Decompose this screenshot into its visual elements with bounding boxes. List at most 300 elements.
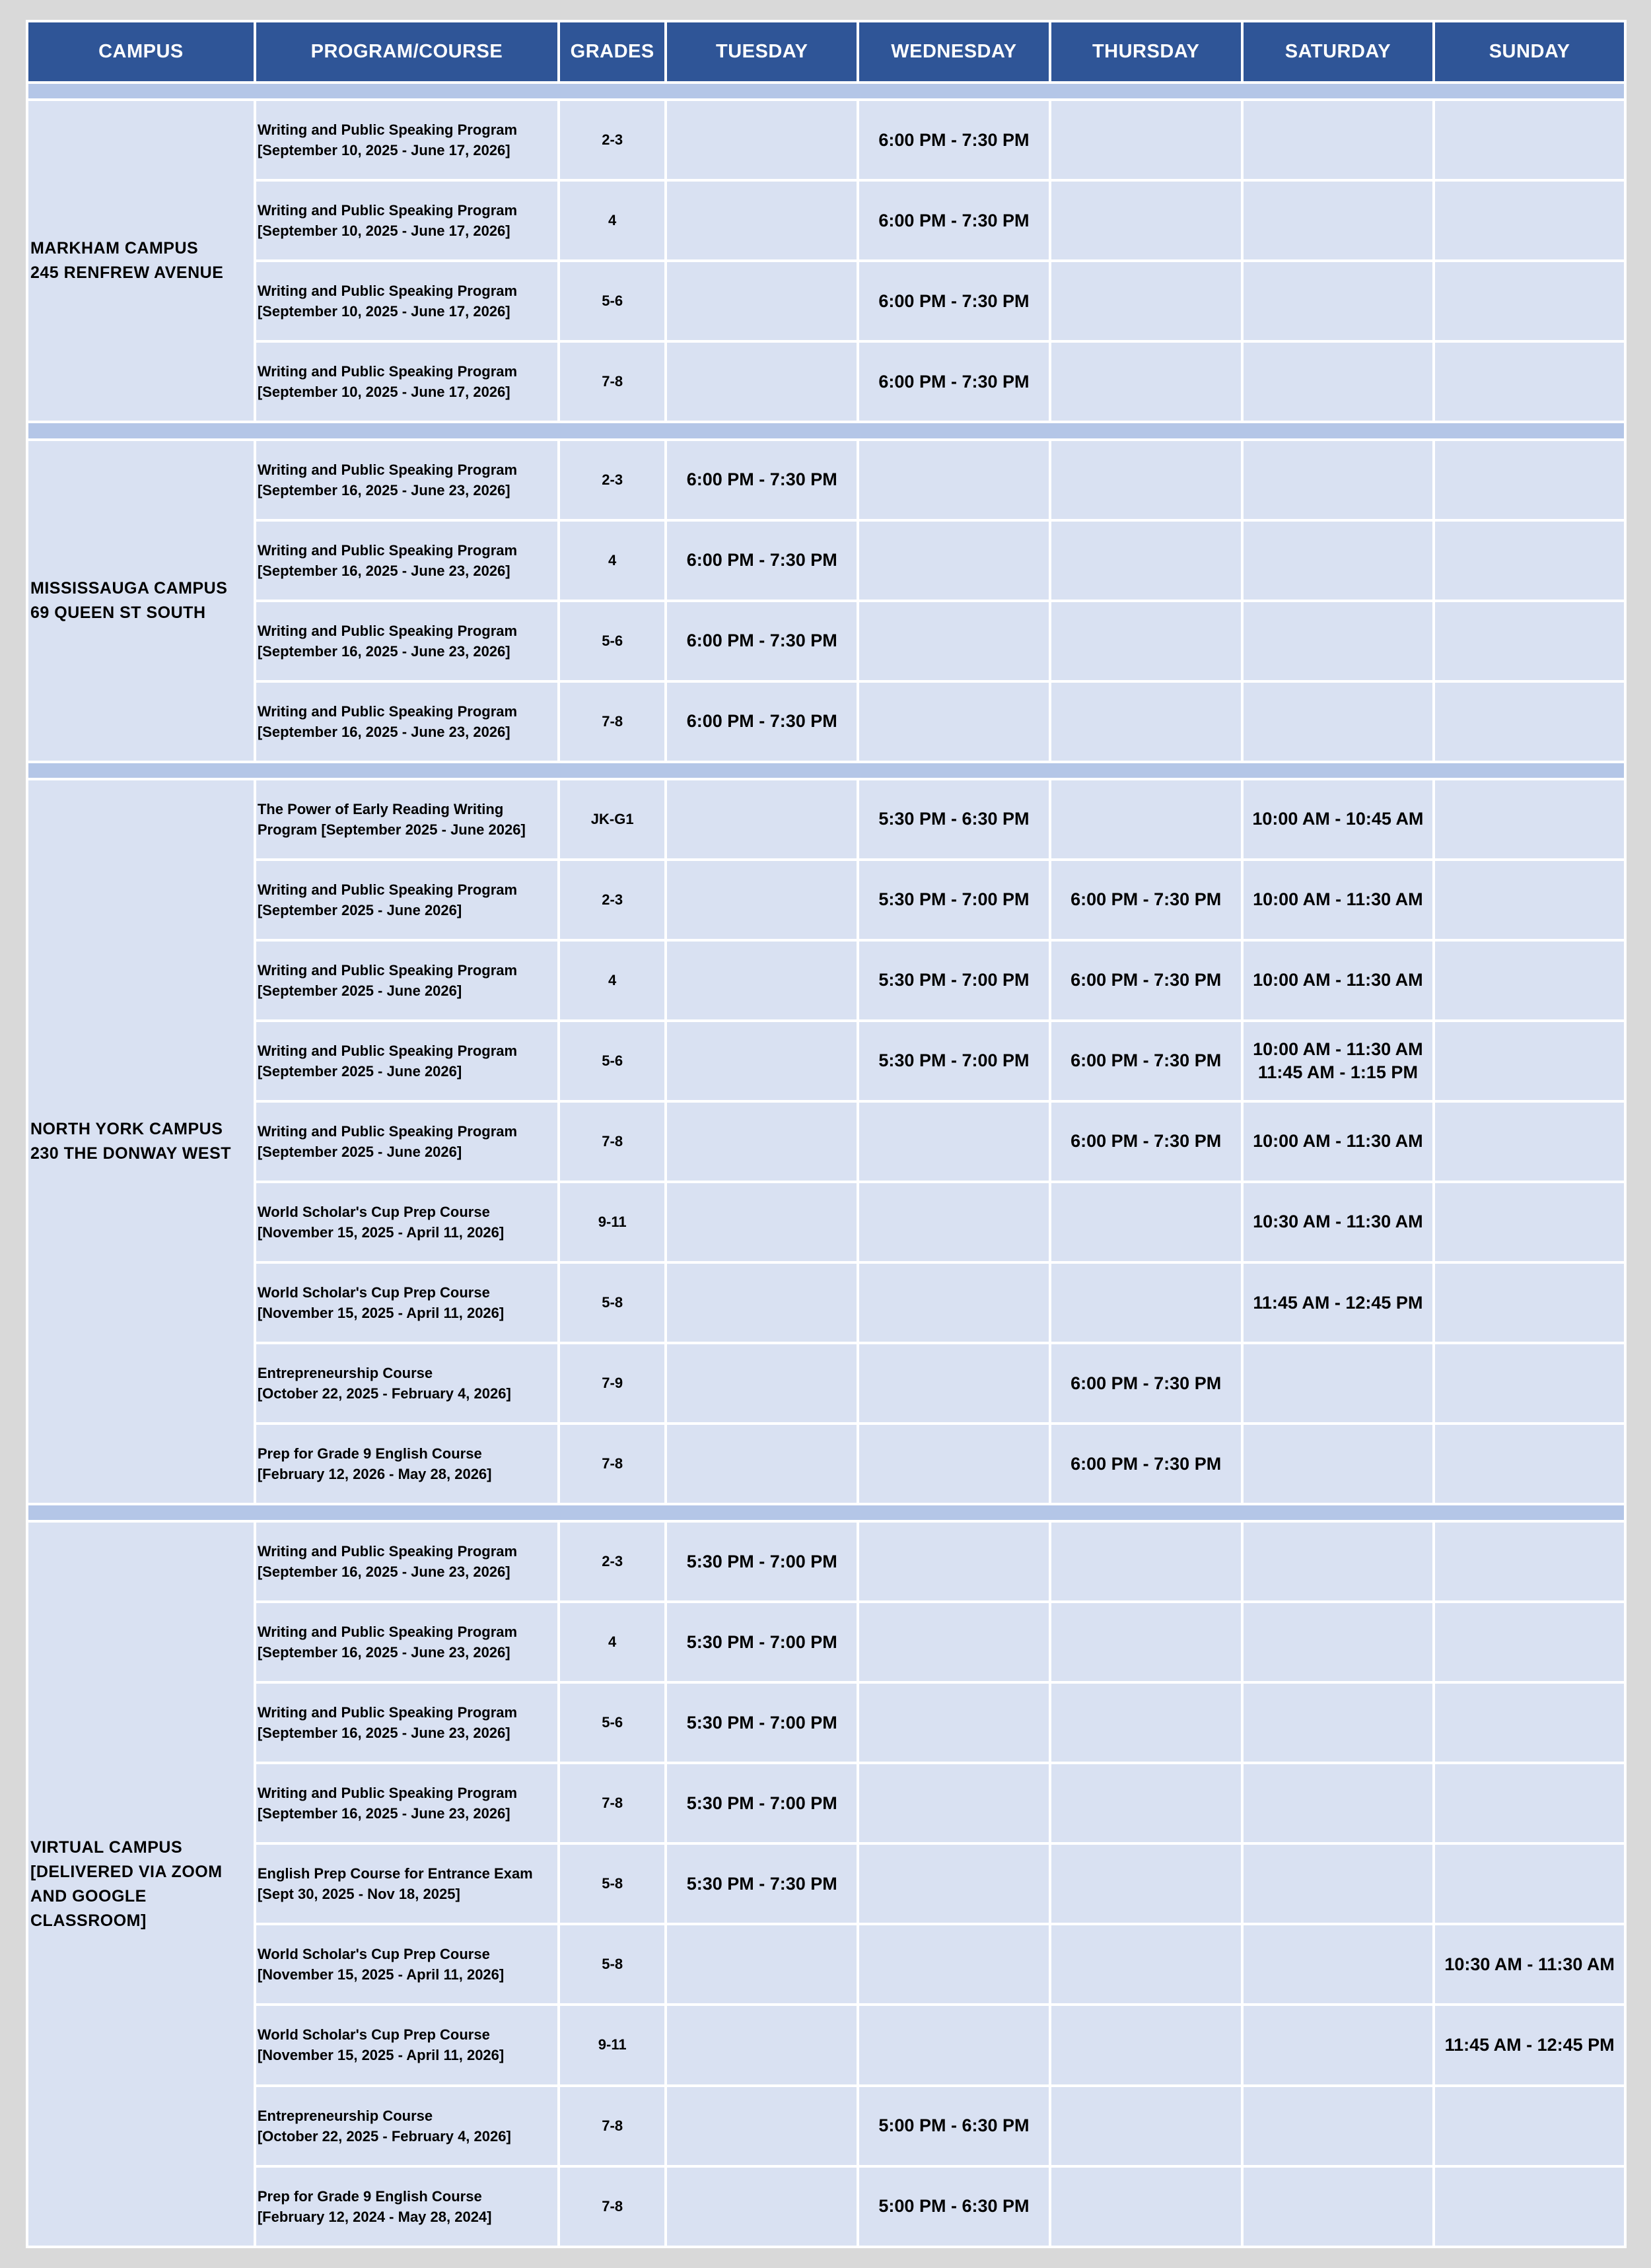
time-slot: 10:30 AM - 11:30 AM (1253, 1212, 1423, 1232)
program-line: [September 16, 2025 - June 23, 2026] (257, 1564, 510, 1581)
saturday-time-cell (1244, 1845, 1433, 1923)
time-slot: 6:00 PM - 7:30 PM (878, 371, 1030, 392)
grades-cell: 2-3 (560, 441, 664, 519)
thursday-time-cell (1051, 343, 1241, 421)
program-line: [September 16, 2025 - June 23, 2026] (257, 1644, 510, 1661)
tuesday-time-cell (667, 1925, 857, 2003)
time-slot: 6:00 PM - 7:30 PM (878, 210, 1030, 230)
sunday-time-cell (1435, 1523, 1624, 1600)
wednesday-time-cell (859, 861, 1049, 939)
saturday-time-cell (1244, 2087, 1433, 2165)
wednesday-time-cell (859, 1684, 1049, 1762)
time-slot: 5:30 PM - 7:00 PM (686, 1712, 837, 1733)
campus-name-line: MARKHAM CAMPUS (30, 239, 199, 258)
thursday-time-cell (1051, 1425, 1241, 1503)
program-line: Prep for Grade 9 English Course (257, 2187, 482, 2205)
separator-cell (28, 763, 1624, 778)
program-cell (256, 1523, 557, 1600)
time-slot: 5:30 PM - 7:00 PM (878, 1050, 1030, 1071)
schedule-row (28, 1603, 1624, 1681)
schedule-row (28, 1425, 1624, 1503)
schedule-row (28, 2168, 1624, 2246)
campus-separator (28, 763, 1624, 778)
header-wednesday: WEDNESDAY (859, 22, 1049, 81)
program-line: [September 2025 - June 2026] (257, 1062, 462, 1080)
tuesday-time-cell (667, 1523, 857, 1600)
saturday-time-cell (1244, 182, 1433, 259)
thursday-time-cell (1051, 1845, 1241, 1923)
tuesday-time-cell (667, 942, 857, 1019)
program-line: [September 16, 2025 - June 23, 2026] (257, 481, 510, 498)
wednesday-time-cell (859, 522, 1049, 600)
program-line: Writing and Public Speaking Program (257, 121, 518, 139)
program-cell (256, 2087, 557, 2165)
sunday-time-cell (1435, 1925, 1624, 2003)
sunday-time-cell (1435, 182, 1624, 259)
tuesday-time-cell (667, 441, 857, 519)
thursday-time-cell (1051, 861, 1241, 939)
wednesday-time-cell (859, 1425, 1049, 1503)
sunday-time-cell (1435, 1425, 1624, 1503)
time-slot: 5:30 PM - 7:00 PM (686, 1551, 837, 1571)
wednesday-time-cell (859, 1103, 1049, 1181)
saturday-time-cell (1244, 1264, 1433, 1342)
grades-cell: 7-9 (560, 1344, 664, 1422)
grades-cell: 5-8 (560, 1845, 664, 1923)
time-slot: 10:00 AM - 11:30 AM (1253, 1131, 1423, 1151)
campus-name-line: 69 QUEEN ST SOUTH (30, 603, 206, 622)
tuesday-time-cell (667, 2006, 857, 2084)
tuesday-time-cell (667, 861, 857, 939)
thursday-time-cell (1051, 780, 1241, 858)
grades-cell: 9-11 (560, 1183, 664, 1261)
saturday-time-cell (1244, 942, 1433, 1019)
wednesday-time-cell (859, 1022, 1049, 1100)
tuesday-time-cell (667, 262, 857, 340)
tuesday-time-cell (667, 683, 857, 761)
tuesday-time-cell (667, 1603, 857, 1681)
program-line: Program [September 2025 - June 2026] (257, 821, 526, 838)
program-line: Writing and Public Speaking Program (257, 202, 518, 219)
schedule-row (28, 1523, 1624, 1600)
saturday-time-cell (1244, 1103, 1433, 1181)
program-cell (256, 101, 557, 179)
program-line: [February 12, 2026 - May 28, 2026] (257, 1466, 492, 1483)
grades-cell: 5-6 (560, 262, 664, 340)
program-line: Writing and Public Speaking Program (257, 461, 518, 478)
thursday-time-cell (1051, 182, 1241, 259)
thursday-time-cell (1051, 942, 1241, 1019)
program-line: Writing and Public Speaking Program (257, 622, 518, 639)
program-line: The Power of Early Reading Writing (257, 800, 504, 817)
program-line: World Scholar's Cup Prep Course (257, 1203, 490, 1220)
time-slot: 5:30 PM - 7:00 PM (686, 1793, 837, 1813)
wednesday-time-cell (859, 1603, 1049, 1681)
campus-name-line: 230 THE DONWAY WEST (30, 1144, 232, 1163)
saturday-time-cell (1244, 101, 1433, 179)
schedule-row (28, 1183, 1624, 1261)
wednesday-time-cell (859, 2087, 1049, 2165)
campus-name-line: VIRTUAL CAMPUS (30, 1838, 183, 1857)
tuesday-time-cell (667, 2087, 857, 2165)
program-cell (256, 1183, 557, 1261)
separator-cell (28, 1505, 1624, 1520)
sunday-time-cell (1435, 1183, 1624, 1261)
header-sunday: SUNDAY (1435, 22, 1624, 81)
program-cell (256, 861, 557, 939)
program-line: Writing and Public Speaking Program (257, 283, 518, 300)
program-line: Writing and Public Speaking Program (257, 1122, 518, 1140)
sunday-time-cell (1435, 2006, 1624, 2084)
thursday-time-cell (1051, 2168, 1241, 2246)
thursday-time-cell (1051, 683, 1241, 761)
time-slot: 6:00 PM - 7:30 PM (686, 550, 837, 570)
thursday-time-cell (1051, 1764, 1241, 1842)
time-slot: 5:30 PM - 7:00 PM (878, 970, 1030, 990)
time-slot: 5:30 PM - 6:30 PM (878, 809, 1030, 829)
tuesday-time-cell (667, 1845, 857, 1923)
sunday-time-cell (1435, 1103, 1624, 1181)
sunday-time-cell (1435, 2168, 1624, 2246)
program-cell (256, 1684, 557, 1762)
sunday-time-cell (1435, 1764, 1624, 1842)
program-line: [October 22, 2025 - February 4, 2026] (257, 2127, 511, 2145)
grades-cell: 7-8 (560, 2168, 664, 2246)
schedule-row (28, 942, 1624, 1019)
wednesday-time-cell (859, 1845, 1049, 1923)
time-slot: 10:00 AM - 10:45 AM (1252, 809, 1424, 829)
campus-name-line: [DELIVERED VIA ZOOM (30, 1862, 223, 1881)
program-line: World Scholar's Cup Prep Course (257, 2026, 490, 2044)
saturday-time-cell (1244, 1344, 1433, 1422)
header-tuesday: TUESDAY (667, 22, 857, 81)
program-line: Writing and Public Speaking Program (257, 881, 518, 898)
program-line: [September 10, 2025 - June 17, 2026] (257, 303, 510, 320)
thursday-time-cell (1051, 1022, 1241, 1100)
program-cell (256, 262, 557, 340)
tuesday-time-cell (667, 1344, 857, 1422)
grades-cell: 2-3 (560, 1523, 664, 1600)
program-cell (256, 1103, 557, 1181)
grades-cell: 7-8 (560, 343, 664, 421)
header-saturday: SATURDAY (1244, 22, 1433, 81)
grades-cell: 2-3 (560, 101, 664, 179)
program-cell (256, 343, 557, 421)
program-cell (256, 441, 557, 519)
program-cell (256, 1845, 557, 1923)
saturday-time-cell (1244, 1764, 1433, 1842)
time-slot: 11:45 AM - 12:45 PM (1444, 2034, 1615, 2055)
sunday-time-cell (1435, 1845, 1624, 1923)
thursday-time-cell (1051, 262, 1241, 340)
thursday-time-cell (1051, 1523, 1241, 1600)
thursday-time-cell (1051, 1183, 1241, 1261)
program-line: Writing and Public Speaking Program (257, 1785, 518, 1802)
program-line: Writing and Public Speaking Program (257, 961, 518, 979)
schedule-row (28, 1845, 1624, 1923)
campus-name-line: AND GOOGLE (30, 1886, 147, 1906)
saturday-time-cell (1244, 1684, 1433, 1762)
program-line: Writing and Public Speaking Program (257, 1543, 518, 1560)
campus-name-line: NORTH YORK CAMPUS (30, 1119, 223, 1138)
time-slot: 5:30 PM - 7:00 PM (686, 1632, 837, 1652)
program-line: Writing and Public Speaking Program (257, 1704, 518, 1721)
program-line: World Scholar's Cup Prep Course (257, 1284, 490, 1301)
time-slot: 6:00 PM - 7:30 PM (1071, 1373, 1222, 1393)
wednesday-time-cell (859, 262, 1049, 340)
time-slot: 10:00 AM - 11:30 AM (1253, 1039, 1423, 1059)
schedule-row (28, 262, 1624, 340)
program-line: [February 12, 2024 - May 28, 2024] (257, 2208, 492, 2225)
wednesday-time-cell (859, 942, 1049, 1019)
program-line: [September 16, 2025 - June 23, 2026] (257, 1725, 510, 1742)
schedule-row (28, 343, 1624, 421)
program-line: [September 2025 - June 2026] (257, 1143, 462, 1160)
time-slot: 6:00 PM - 7:30 PM (686, 711, 837, 732)
sunday-time-cell (1435, 2087, 1624, 2165)
thursday-time-cell (1051, 441, 1241, 519)
program-line: [September 2025 - June 2026] (257, 982, 462, 999)
thursday-time-cell (1051, 602, 1241, 680)
tuesday-time-cell (667, 1764, 857, 1842)
tuesday-time-cell (667, 602, 857, 680)
thursday-time-cell (1051, 1344, 1241, 1422)
program-line: [September 16, 2025 - June 23, 2026] (257, 562, 510, 579)
program-cell (256, 1603, 557, 1681)
time-slot: 6:00 PM - 7:30 PM (878, 291, 1030, 311)
schedule-row (28, 1764, 1624, 1842)
wednesday-time-cell (859, 683, 1049, 761)
time-slot: 6:00 PM - 7:30 PM (686, 469, 837, 490)
grades-cell: 4 (560, 942, 664, 1019)
schedule-row (28, 101, 1624, 179)
separator-cell (28, 84, 1624, 98)
schedule-row (28, 182, 1624, 259)
schedule-row (28, 1344, 1624, 1422)
wednesday-time-cell (859, 1764, 1049, 1842)
wednesday-time-cell (859, 780, 1049, 858)
time-slot: 6:00 PM - 7:30 PM (686, 631, 837, 651)
campus-separator (28, 84, 1624, 98)
time-slot: 6:00 PM - 7:30 PM (878, 129, 1030, 150)
tuesday-time-cell (667, 1022, 857, 1100)
tuesday-time-cell (667, 1183, 857, 1261)
sunday-time-cell (1435, 101, 1624, 179)
sunday-time-cell (1435, 861, 1624, 939)
program-cell (256, 1764, 557, 1842)
thursday-time-cell (1051, 1603, 1241, 1681)
schedule-row (28, 683, 1624, 761)
sunday-time-cell (1435, 1264, 1624, 1342)
program-cell (256, 2168, 557, 2246)
program-line: [September 10, 2025 - June 17, 2026] (257, 384, 510, 401)
tuesday-time-cell (667, 1264, 857, 1342)
thursday-time-cell (1051, 101, 1241, 179)
time-slot: 5:00 PM - 6:30 PM (878, 2196, 1030, 2216)
schedule-table (26, 20, 1627, 2248)
saturday-time-cell (1244, 522, 1433, 600)
schedule-row (28, 1684, 1624, 1762)
tuesday-time-cell (667, 522, 857, 600)
program-cell (256, 942, 557, 1019)
sunday-time-cell (1435, 942, 1624, 1019)
program-cell (256, 1925, 557, 2003)
sunday-time-cell (1435, 1344, 1624, 1422)
schedule-row (28, 1264, 1624, 1342)
wednesday-time-cell (859, 101, 1049, 179)
sunday-time-cell (1435, 522, 1624, 600)
tuesday-time-cell (667, 343, 857, 421)
program-line: [September 10, 2025 - June 17, 2026] (257, 142, 510, 159)
saturday-time-cell (1244, 2006, 1433, 2084)
schedule-row (28, 2006, 1624, 2084)
program-cell (256, 2006, 557, 2084)
saturday-time-cell (1244, 343, 1433, 421)
thursday-time-cell (1051, 2087, 1241, 2165)
sunday-time-cell (1435, 683, 1624, 761)
campus-name-line: MISSISSAUGA CAMPUS (30, 578, 228, 598)
program-line: Entrepreneurship Course (257, 1365, 433, 1382)
schedule-row (28, 522, 1624, 600)
thursday-time-cell (1051, 1264, 1241, 1342)
program-line: [November 15, 2025 - April 11, 2026] (257, 1223, 505, 1241)
wednesday-time-cell (859, 1523, 1049, 1600)
program-cell (256, 602, 557, 680)
program-cell (256, 780, 557, 858)
time-slot: 11:45 AM - 12:45 PM (1253, 1292, 1423, 1313)
time-slot: 6:00 PM - 7:30 PM (1071, 970, 1222, 990)
schedule-row (28, 441, 1624, 519)
program-line: Writing and Public Speaking Program (257, 1042, 518, 1059)
grades-cell: 5-6 (560, 1022, 664, 1100)
separator-cell (28, 423, 1624, 438)
program-cell (256, 522, 557, 600)
saturday-time-cell (1244, 1603, 1433, 1681)
wednesday-time-cell (859, 1925, 1049, 2003)
program-line: Prep for Grade 9 English Course (257, 1445, 482, 1462)
tuesday-time-cell (667, 780, 857, 858)
schedule-sheet (26, 20, 1627, 2248)
saturday-time-cell (1244, 683, 1433, 761)
grades-cell: 5-8 (560, 1925, 664, 2003)
program-cell (256, 1344, 557, 1422)
saturday-time-cell (1244, 861, 1433, 939)
schedule-row (28, 1103, 1624, 1181)
tuesday-time-cell (667, 2168, 857, 2246)
saturday-time-cell (1244, 2168, 1433, 2246)
grades-cell: 7-8 (560, 1103, 664, 1181)
time-slot: 11:45 AM - 1:15 PM (1257, 1062, 1418, 1082)
tuesday-time-cell (667, 101, 857, 179)
campus-cell (28, 101, 254, 421)
program-line: [September 2025 - June 2026] (257, 901, 462, 918)
program-line: [September 10, 2025 - June 17, 2026] (257, 223, 510, 240)
thursday-time-cell (1051, 1103, 1241, 1181)
program-line: [September 16, 2025 - June 23, 2026] (257, 642, 510, 660)
schedule-body (28, 84, 1624, 2246)
program-line: Writing and Public Speaking Program (257, 703, 518, 720)
time-slot: 10:00 AM - 11:30 AM (1253, 970, 1423, 990)
campus-name-line: 245 RENFREW AVENUE (30, 263, 224, 283)
grades-cell: 4 (560, 182, 664, 259)
thursday-time-cell (1051, 1925, 1241, 2003)
sunday-time-cell (1435, 602, 1624, 680)
saturday-time-cell (1244, 1925, 1433, 2003)
program-line: [November 15, 2025 - April 11, 2026] (257, 1966, 505, 1983)
saturday-time-cell (1244, 1183, 1433, 1261)
time-slot: 6:00 PM - 7:30 PM (1071, 1050, 1222, 1071)
schedule-row (28, 1925, 1624, 2003)
sunday-time-cell (1435, 1603, 1624, 1681)
saturday-time-cell (1244, 1523, 1433, 1600)
tuesday-time-cell (667, 1425, 857, 1503)
program-line: [November 15, 2025 - April 11, 2026] (257, 1305, 505, 1322)
schedule-row (28, 1022, 1624, 1100)
time-slot: 6:00 PM - 7:30 PM (1071, 1453, 1222, 1474)
sunday-time-cell (1435, 262, 1624, 340)
program-line: Entrepreneurship Course (257, 2107, 433, 2124)
program-cell (256, 182, 557, 259)
grades-cell: 2-3 (560, 861, 664, 939)
schedule-row (28, 780, 1624, 858)
program-line: [October 22, 2025 - February 4, 2026] (257, 1385, 511, 1402)
program-line: World Scholar's Cup Prep Course (257, 1946, 490, 1963)
program-line: Writing and Public Speaking Program (257, 363, 518, 380)
saturday-time-cell (1244, 441, 1433, 519)
sunday-time-cell (1435, 1022, 1624, 1100)
campus-cell (28, 780, 254, 1503)
wednesday-time-cell (859, 1344, 1049, 1422)
time-slot: 5:30 PM - 7:30 PM (686, 1873, 837, 1894)
wednesday-time-cell (859, 2006, 1049, 2084)
wednesday-time-cell (859, 2168, 1049, 2246)
time-slot: 10:00 AM - 11:30 AM (1253, 889, 1423, 910)
thursday-time-cell (1051, 1684, 1241, 1762)
wednesday-time-cell (859, 182, 1049, 259)
wednesday-time-cell (859, 1264, 1049, 1342)
campus-cell (28, 441, 254, 761)
program-cell (256, 683, 557, 761)
tuesday-time-cell (667, 1684, 857, 1762)
program-line: Writing and Public Speaking Program (257, 541, 518, 559)
wednesday-time-cell (859, 441, 1049, 519)
sunday-time-cell (1435, 780, 1624, 858)
program-line: [September 16, 2025 - June 23, 2026] (257, 723, 510, 740)
grades-cell: 7-8 (560, 2087, 664, 2165)
grades-cell: 9-11 (560, 2006, 664, 2084)
grades-cell: 7-8 (560, 683, 664, 761)
grades-cell: 5-6 (560, 602, 664, 680)
sunday-time-cell (1435, 1684, 1624, 1762)
program-line: [November 15, 2025 - April 11, 2026] (257, 2047, 505, 2064)
header-thursday: THURSDAY (1051, 22, 1241, 81)
thursday-time-cell (1051, 2006, 1241, 2084)
grades-cell: 5-8 (560, 1264, 664, 1342)
saturday-time-cell (1244, 1425, 1433, 1503)
saturday-time-cell (1244, 262, 1433, 340)
grades-cell: 7-8 (560, 1764, 664, 1842)
grades-cell: 4 (560, 1603, 664, 1681)
saturday-time-cell (1244, 1022, 1433, 1100)
schedule-row (28, 602, 1624, 680)
saturday-time-cell (1244, 780, 1433, 858)
campus-cell (28, 1523, 254, 2246)
program-line: Writing and Public Speaking Program (257, 1624, 518, 1641)
wednesday-time-cell (859, 602, 1049, 680)
sunday-time-cell (1435, 441, 1624, 519)
campus-separator (28, 1505, 1624, 1520)
saturday-time-cell (1244, 602, 1433, 680)
